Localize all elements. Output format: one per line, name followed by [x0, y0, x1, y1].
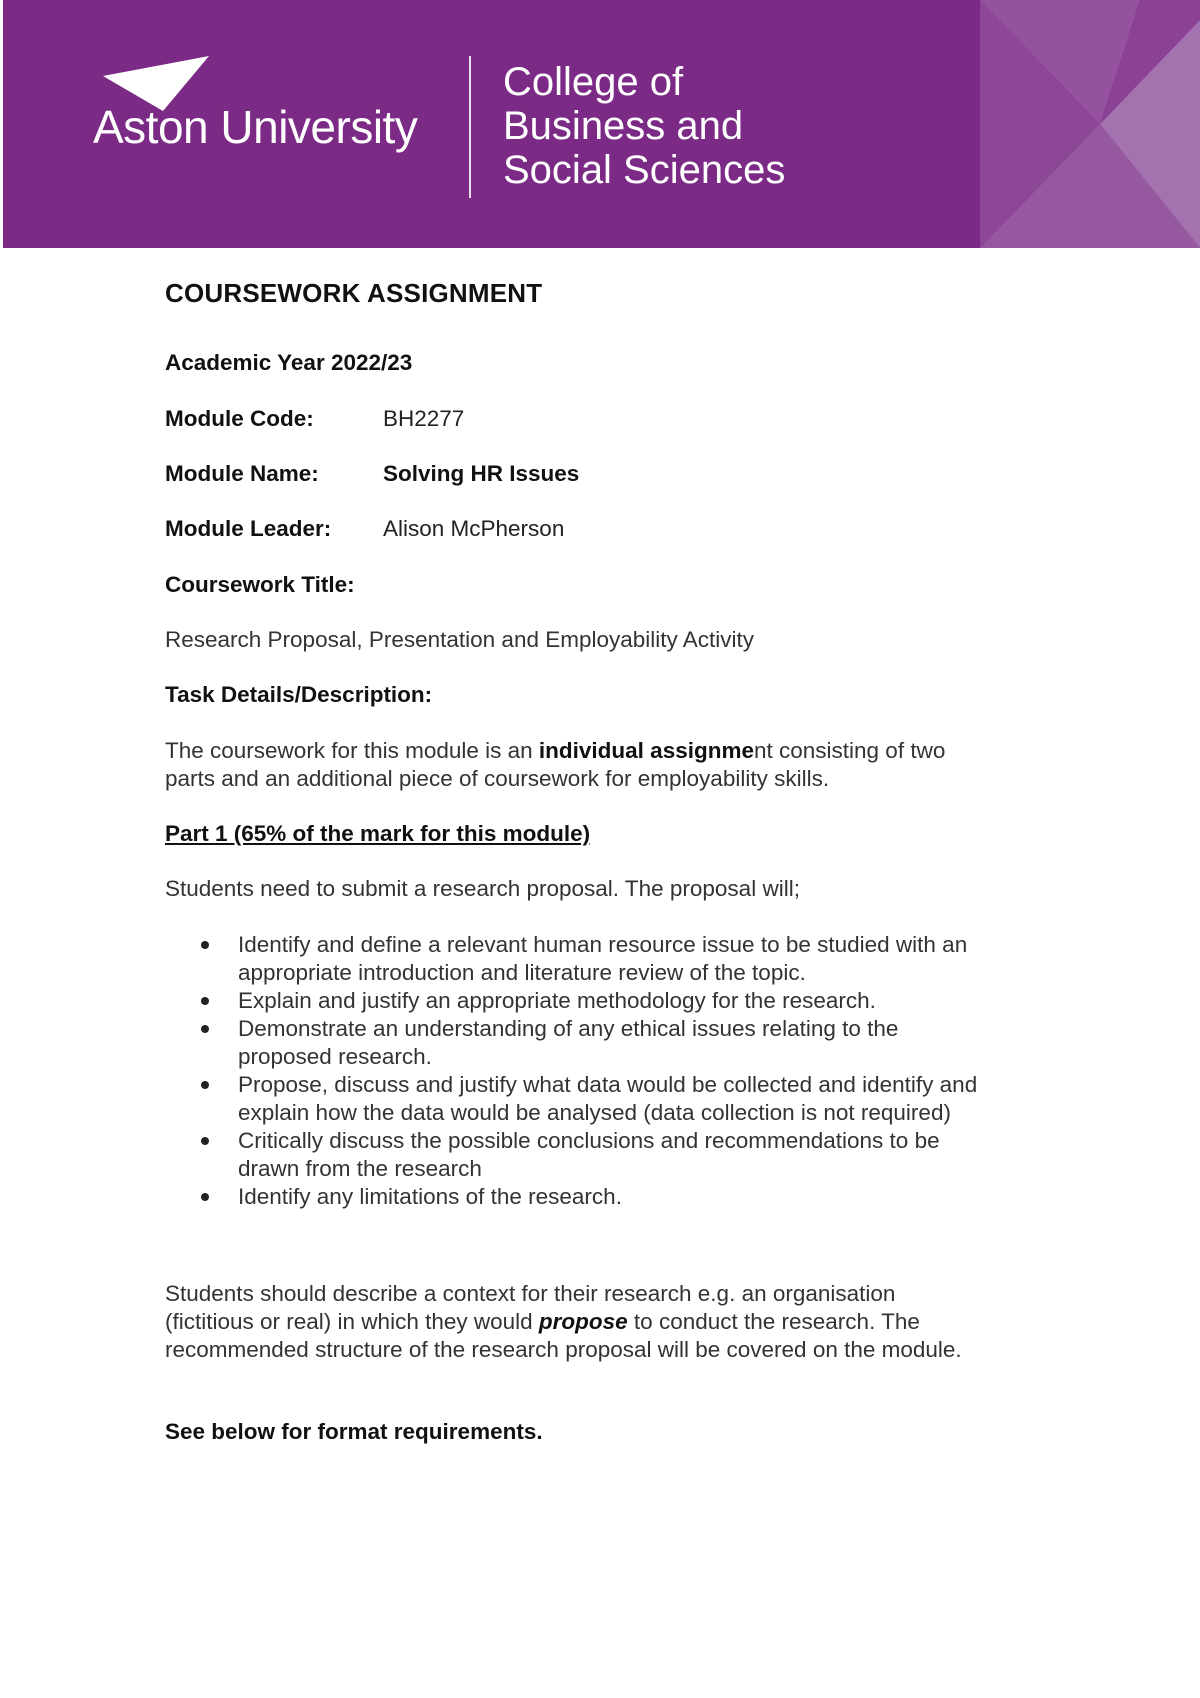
- college-line: Social Sciences: [503, 148, 786, 192]
- module-name-value: Solving HR Issues: [383, 461, 580, 486]
- format-note: See below for format requirements.: [165, 1419, 543, 1444]
- intro-text-post: nt consisting of two parts and an additional piece of coursework for employability skills.: [165, 738, 946, 791]
- module-leader-row: [165, 515, 564, 543]
- bullet-icon: [201, 1025, 209, 1033]
- part1-intro: Students need to submit a research proposal. The proposal will;: [165, 876, 800, 901]
- list-item-text: Explain and justify an appropriate methodology for the research.: [238, 988, 876, 1013]
- context-text-post: to conduct the research. The recommended structure of the research proposal will be covered on the module.: [165, 1309, 962, 1362]
- module-name-row: [165, 460, 579, 488]
- module-code-value: BH2277: [383, 406, 465, 431]
- coursework-title-label: Coursework Title:: [165, 572, 355, 597]
- bullet-icon: [201, 1137, 209, 1145]
- context-text-pre: Students should describe a context for their research e.g. an organisation (fictitious or real) in which they would: [165, 1281, 896, 1334]
- bullet-icon: [201, 1081, 209, 1089]
- bullet-icon: [201, 1193, 209, 1201]
- intro-text-pre: The coursework for this module is an: [165, 738, 539, 763]
- college-line: College of: [503, 60, 684, 104]
- aston-university-logo: [93, 54, 443, 164]
- brand-name: Aston University: [93, 101, 418, 153]
- list-item-text: Identify and define a relevant human resource issue to be studied with an appropriate introduction and literature review of the topic.: [238, 932, 968, 985]
- module-code-label: Module Code:: [165, 406, 314, 431]
- list-item-text: Propose, discuss and justify what data would be collected and identify and explain how the data would be analysed (data collection is not required): [238, 1072, 978, 1125]
- list-item-text: Demonstrate an understanding of any ethical issues relating to the proposed research.: [238, 1016, 899, 1069]
- list-item: [165, 1183, 985, 1211]
- college-name: [503, 60, 785, 192]
- module-code-row: [165, 405, 464, 433]
- list-item: [165, 1015, 985, 1071]
- context-paragraph: [165, 1280, 985, 1364]
- module-leader-value: Alison McPherson: [383, 516, 565, 541]
- list-item: [165, 1127, 985, 1183]
- header-divider: [469, 56, 471, 198]
- bullet-icon: [201, 941, 209, 949]
- intro-text-bold: individual assignme: [538, 738, 754, 763]
- list-item: [165, 931, 985, 987]
- list-item: [165, 987, 985, 1015]
- part1-heading: Part 1 (65% of the mark for this module): [165, 821, 591, 846]
- document-title: COURSEWORK ASSIGNMENT: [165, 278, 543, 308]
- list-item-text: Critically discuss the possible conclusions and recommendations to be drawn from the research: [238, 1128, 940, 1181]
- bullet-icon: [201, 997, 209, 1005]
- intro-paragraph: [165, 737, 985, 793]
- decorative-triangles: [980, 0, 1200, 248]
- header-banner: [3, 0, 1200, 248]
- list-item-text: Identify any limitations of the research.: [238, 1184, 622, 1209]
- module-name-label: Module Name:: [165, 461, 319, 486]
- academic-year: Academic Year 2022/23: [165, 350, 413, 375]
- list-item: [165, 1071, 985, 1127]
- college-line: Business and: [503, 104, 744, 148]
- task-details-label: Task Details/Description:: [165, 682, 433, 707]
- module-leader-label: Module Leader:: [165, 516, 332, 541]
- context-text-emph: propose: [538, 1309, 628, 1334]
- proposal-requirements-list: [165, 931, 985, 1211]
- coursework-title-value: Research Proposal, Presentation and Employability Activity: [165, 627, 755, 652]
